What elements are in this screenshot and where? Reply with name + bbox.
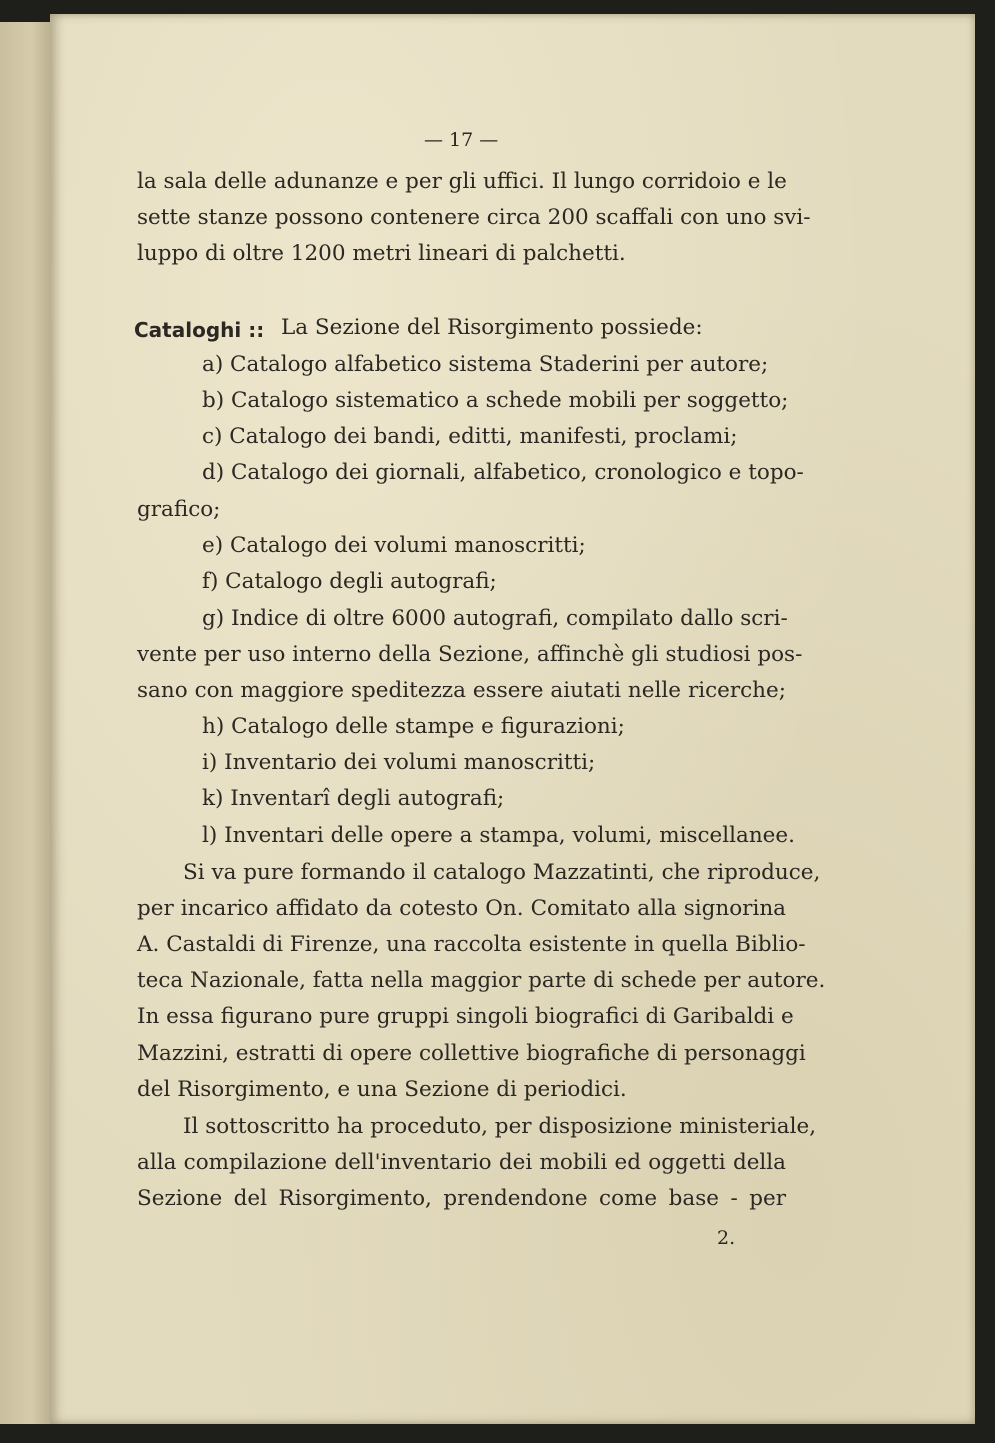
catalog-item-continuation: grafico; xyxy=(137,497,221,522)
text-line: sette stanze possono contenere circa 200 scaffali con uno svi- xyxy=(137,205,811,230)
text-line: teca Nazionale, fatta nella maggior parte di schede per autore. xyxy=(137,968,826,993)
catalog-item: h) Catalogo delle stampe e figurazioni; xyxy=(202,714,625,739)
text-line: A. Castaldi di Firenze, una raccolta esistente in quella Biblio- xyxy=(137,932,806,957)
catalog-item-continuation: vente per uso interno della Sezione, affinchè gli studiosi pos- xyxy=(137,642,803,667)
catalog-item: e) Catalogo dei volumi manoscritti; xyxy=(202,533,586,558)
section-label: Cataloghi :: xyxy=(134,318,265,342)
catalog-item: i) Inventario dei volumi manoscritti; xyxy=(202,750,596,775)
text-line: per incarico affidato da cotesto On. Comitato alla signorina xyxy=(137,896,786,921)
catalog-item: d) Catalogo dei giornali, alfabetico, cronologico e topo- xyxy=(202,460,804,485)
text-line: Sezione del Risorgimento, prendendone come base - per xyxy=(137,1186,786,1211)
text-line: Il sottoscritto ha proceduto, per disposizione ministeriale, xyxy=(183,1114,817,1139)
catalog-item: f) Catalogo degli autografi; xyxy=(202,569,497,594)
text-line: Mazzini, estratti di opere collettive biografiche di personaggi xyxy=(137,1041,806,1066)
catalog-item: k) Inventarî degli autografi; xyxy=(202,786,505,811)
text-line: del Risorgimento, e una Sezione di periodici. xyxy=(137,1077,627,1102)
page-number: — 17 — xyxy=(424,129,499,151)
catalog-item-continuation: sano con maggiore speditezza essere aiutati nelle ricerche; xyxy=(137,678,786,703)
text-line: luppo di oltre 1200 metri lineari di palchetti. xyxy=(137,241,626,266)
section-intro: La Sezione del Risorgimento possiede: xyxy=(281,315,703,340)
text-line: alla compilazione dell'inventario dei mobili ed oggetti della xyxy=(137,1150,786,1175)
catalog-item: l) Inventari delle opere a stampa, volumi, miscellanee. xyxy=(202,823,795,848)
text-line: Si va pure formando il catalogo Mazzatinti, che riproduce, xyxy=(183,860,821,885)
catalog-item: a) Catalogo alfabetico sistema Staderini per autore; xyxy=(202,352,769,377)
catalog-item: g) Indice di oltre 6000 autografi, compilato dallo scri- xyxy=(202,606,788,631)
catalog-item: b) Catalogo sistematico a schede mobili per soggetto; xyxy=(202,388,789,413)
signature-mark: 2. xyxy=(717,1227,736,1249)
text-line: In essa figurano pure gruppi singoli biografici di Garibaldi e xyxy=(137,1004,794,1029)
left-page-edge xyxy=(0,22,52,1424)
catalog-item: c) Catalogo dei bandi, editti, manifesti, proclami; xyxy=(202,424,738,449)
text-line: la sala delle adunanze e per gli uffici. Il lungo corridoio e le xyxy=(137,169,787,194)
